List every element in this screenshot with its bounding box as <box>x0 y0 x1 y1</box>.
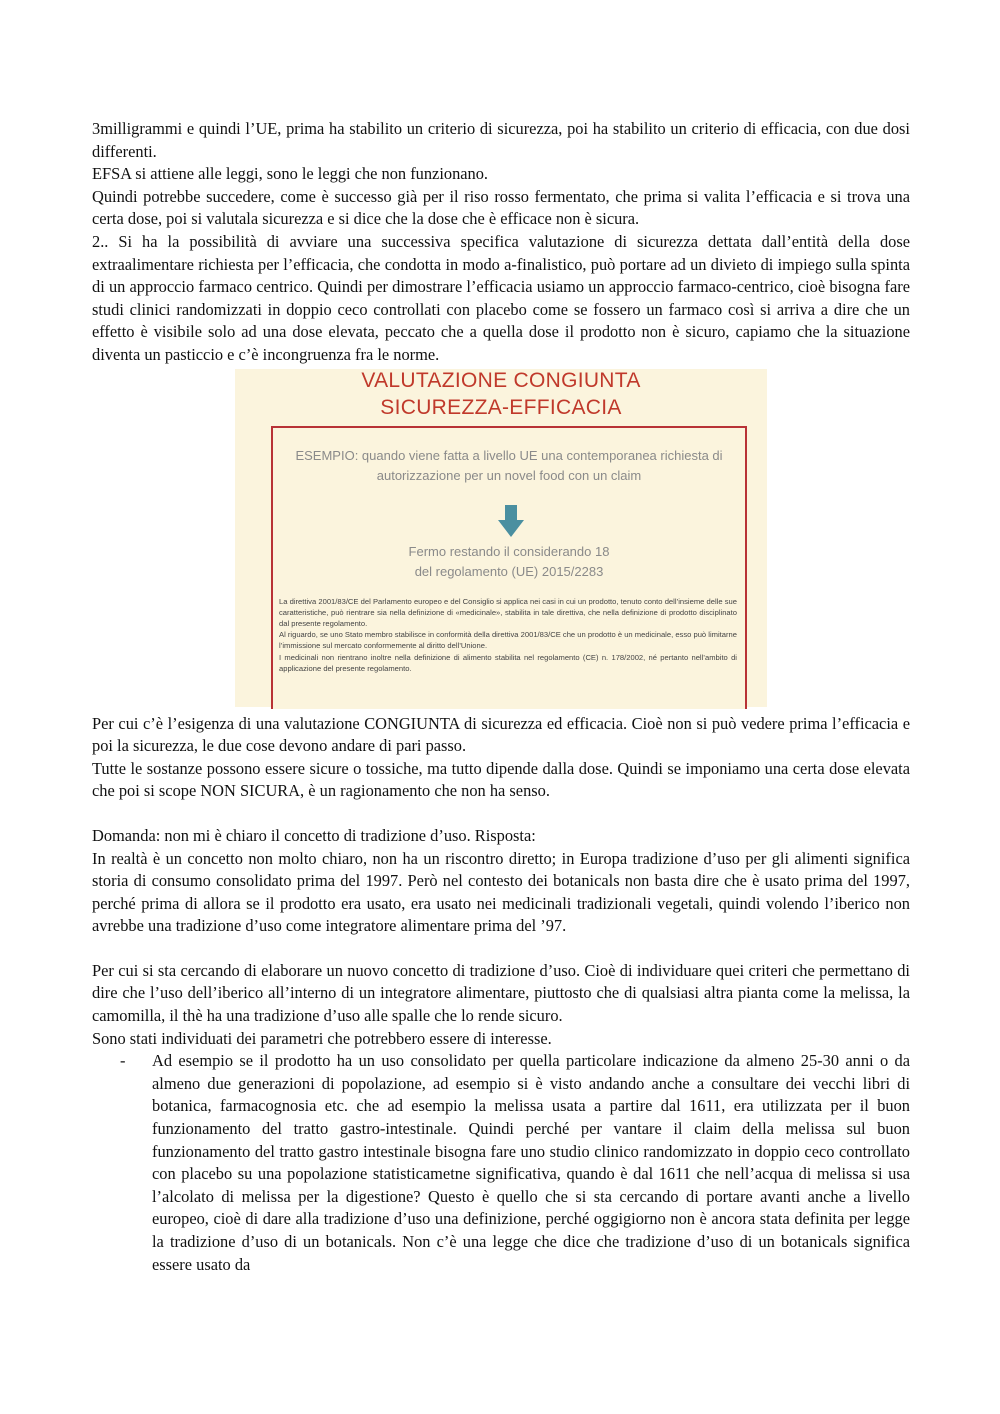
figure-fermo-line2: del regolamento (UE) 2015/2283 <box>414 563 604 579</box>
figure-title-line2: SICUREZZA-EFFICACIA <box>380 395 622 419</box>
paragraph-gap <box>92 938 910 960</box>
figure-fermo-line1: Fermo restando il considerando 18 <box>408 543 610 559</box>
figure-title-line1: VALUTAZIONE CONGIUNTA <box>361 368 641 392</box>
document-page <box>92 118 910 1276</box>
figure-content-box <box>271 426 747 709</box>
paragraph: Sono stati individuati dei parametri che potrebbero essere di interesse. <box>92 1028 552 1048</box>
slide-figure <box>235 369 767 707</box>
figure-legal-paragraph: I medicinali non rientrano inoltre nella definizione di alimento stabilita nel regolamento (CE) n. 178/2002, né pertanto nell’ambito di applicazione del presente regolamento. <box>279 652 737 673</box>
paragraph: EFSA si attiene alle leggi, sono le leggi che non funzionano. <box>92 164 489 184</box>
paragraph: 3milligrammi e quindi l’UE, prima ha stabilito un criterio di sicurezza, poi ha stabilito un criterio di efficacia, con due dosi differenti. <box>92 119 910 161</box>
paragraph: Tutte le sostanze possono essere sicure o tossiche, ma tutto dipende dalla dose. Quindi se imponiamo una certa dose elevata che poi si scope NON SICURA, è un ragionamento che non ha senso. <box>92 758 910 801</box>
list-bullet: - <box>120 1051 126 1071</box>
paragraph: Per cui c’è l’esigenza di una valutazione CONGIUNTA di sicurezza ed efficacia. Cioè non si può vedere prima l’efficacia e poi la sicurezza, le due cose devono andare di pari passo. <box>92 713 910 756</box>
down-arrow-icon <box>498 505 524 537</box>
paragraph: Per cui si sta cercando di elaborare un nuovo concetto di tradizione d’uso. Cioè di individuare quei criteri che permettano di dire che l’uso dell’iberico all’interno di un integratore alimentare, piuttosto che di qualsiasi altra pianta come la melissa, la camomilla, il thè ha una tradizione d’uso alle spalle che lo rende sicuro. <box>92 960 910 1026</box>
figure-fermo-text <box>283 542 735 582</box>
bullet-list <box>92 1050 910 1276</box>
paragraph: 2.. Si ha la possibilità di avviare una successiva specifica valutazione di sicurezza dettata dall’entità della dose extraalimentare richiesta per l’efficacia, che condotta in modo a-finalistico, può portare ad un divieto di impiego sulla spinta di un approccio farmaco centrico. Quindi per dimostrare l’efficacia usiamo un approccio farmaco-centrico, cioè bisogna fare studi clinici randomizzati in doppio ceco controllati con placebo come se fossero un farmaco così si arriva a dire che un effetto è visibile solo ad una dose elevata, peccato che a quella dose il prodotto non è sicuro, capiamo che la situazione diventa un pasticcio e c’è incongruenza fra le norme. <box>92 231 910 364</box>
figure-legal-paragraph: Al riguardo, se uno Stato membro stabilisce in conformità della direttiva 2001/83/CE che un prodotto è un medicinale, esso può limitarne l’immissione sul mercato conformemente al diritto dell’Unione. <box>279 630 737 651</box>
paragraph: In realtà è un concetto non molto chiaro, non ha un riscontro diretto; in Europa tradizione d’uso per gli alimenti significa storia di consumo consolidato prima del 1997. Però nel contesto dei botanicals non basta dire che è usato prima del 1997, perché prima di allora se il prodotto era usato, era usato nei medicinali tradizionali vegetali, quindi volendo l’iberico non avrebbe una tradizione d’uso come integratore alimentare prima del ’97. <box>92 848 910 936</box>
list-item <box>92 1050 910 1276</box>
paragraph: Quindi potrebbe succedere, come è successo già per il riso rosso fermentato, che prima si valita l’efficacia e si trova una certa dose, poi si valutala sicurezza e si dice che la dose che è efficace non è sicura. <box>92 186 910 229</box>
figure-example-text: ESEMPIO: quando viene fatta a livello UE una contemporanea richiesta di autorizzazione per un novel food con un claim <box>295 447 723 483</box>
list-item-text: Ad esempio se il prodotto ha un uso consolidato per quella particolare indicazione da almeno 25-30 anni o da almeno due generazioni di popolazione, ad esempio si è visto andando anche a consultare dei vecchi libri di botanica, farmacognosia etc. che ad esempio la melissa usata a partire dal 1611, era utilizzata per il buon funzionamento del tratto gastro-intestinale. Quindi perché per vantare il claim della melissa sul buon funzionamento del tratto gastro intestinale bisogna fare uno studio clinico randomizzato in doppio ceco controllato con placebo su una popolazione statisticametne significativa, quando è dal 1611 che nell’acqua di melissa si usa l’alcolato di melissa per la digestione? Questo è quello che si sta cercando di portare avanti anche a livello europeo, cioè di dare alla tradizione d’uso una definizione, perché oggigiorno non è ancora stata definita per legge la tradizione d’uso di un botanicals. Non c’è una legge che dice che tradizione d’uso di un botanicals significa essere usato da <box>152 1051 910 1274</box>
figure-legal-text <box>279 596 737 674</box>
paragraph: Domanda: non mi è chiaro il concetto di tradizione d’uso. Risposta: <box>92 825 536 845</box>
paragraph-gap <box>92 803 910 825</box>
figure-legal-paragraph: La direttiva 2001/83/CE del Parlamento europeo e del Consiglio si applica nei casi in cui un prodotto, tenuto conto dell’insieme delle sue caratteristiche, può rientrare sia nella definizione di «medicinale», stabilita in tale direttiva, che nella definizione di prodotto disciplinato dal presente regolamento. <box>279 596 737 628</box>
